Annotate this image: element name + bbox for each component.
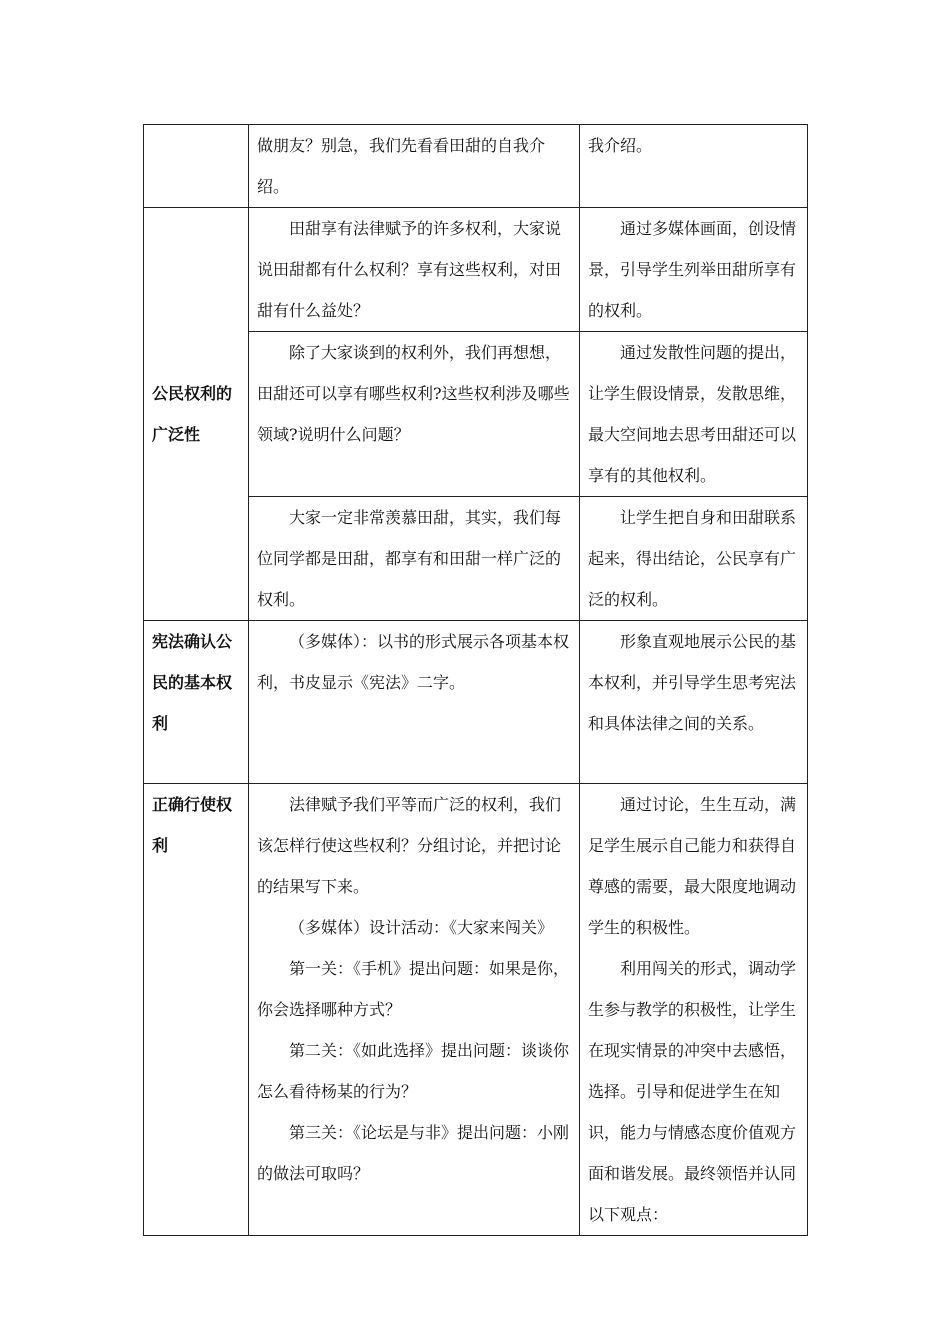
content-paragraph: 第一关：《手机》提出问题：如果是你，你会选择哪种方式？ <box>257 959 570 1019</box>
topic-cell: 公民权利的广泛性 <box>144 208 249 621</box>
intent-cell <box>580 208 808 332</box>
content-paragraph: （多媒体）：以书的形式展示各项基本权利，书皮显示《宪法》二字。 <box>257 632 570 692</box>
topic-cell: 正确行使权利 <box>144 784 249 1236</box>
intent-cell <box>580 621 808 784</box>
content-cell <box>249 621 580 784</box>
content-paragraph: 做朋友？别急，我们先看看田甜的自我介绍。 <box>257 136 546 196</box>
content-paragraph: （多媒体）设计活动：《大家来闯关》 <box>289 918 554 937</box>
content-paragraph: 大家一定非常羡慕田甜，其实，我们每位同学都是田甜，都享有和田甜一样广泛的权利。 <box>257 508 562 609</box>
content-paragraph: 第二关：《如此选择》提出问题：谈谈你怎么看待杨某的行为？ <box>257 1041 570 1101</box>
content-paragraph: 田甜享有法律赋予的许多权利，大家说说田甜都有什么权利？享有这些权利，对田甜有什么益处？ <box>257 219 562 320</box>
content-paragraph: 除了大家谈到的权利外，我们再想想，田甜还可以享有哪些权利?这些权利涉及哪些领域?说明什么问题？ <box>257 343 570 444</box>
topic-cell: 宪法确认公民的基本权利 <box>144 621 249 784</box>
intent-paragraph: 形象直观地展示公民的基本权利，并引导学生思考宪法和具体法律之间的关系。 <box>588 632 797 733</box>
intent-paragraph: 通过讨论，生生互动，满足学生展示自己能力和获得自尊感的需要，最大限度地调动学生的积极性。 <box>588 795 797 937</box>
intent-cell <box>580 497 808 621</box>
table-row <box>144 125 808 208</box>
content-cell <box>249 332 580 497</box>
intent-cell <box>580 784 808 1236</box>
table-row <box>144 784 808 1236</box>
intent-paragraph: 我介绍。 <box>588 136 653 155</box>
intent-cell <box>580 125 808 208</box>
lesson-plan-table <box>143 124 808 1236</box>
content-cell <box>249 208 580 332</box>
intent-paragraph: 让学生把自身和田甜联系起来，得出结论，公民享有广泛的权利。 <box>588 508 797 609</box>
content-paragraph: 法律赋予我们平等而广泛的权利，我们该怎样行使这些权利？分组讨论，并把讨论的结果写下来。 <box>257 795 562 896</box>
content-paragraph: 第三关：《论坛是与非》提出问题：小刚的做法可取吗？ <box>257 1123 570 1183</box>
intent-paragraph: 通过多媒体画面，创设情景，引导学生列举田甜所享有的权利。 <box>588 219 797 320</box>
topic-cell-empty <box>144 125 249 208</box>
table-row <box>144 208 808 332</box>
intent-paragraph: 通过发散性问题的提出，让学生假设情景，发散思维，最大空间地去思考田甜还可以享有的其他权利。 <box>588 343 797 485</box>
content-cell <box>249 125 580 208</box>
content-cell <box>249 784 580 1236</box>
intent-cell <box>580 332 808 497</box>
table-row <box>144 621 808 784</box>
intent-paragraph: 利用闯关的形式，调动学生参与教学的积极性，让学生在现实情景的冲突中去感悟，选择。引导和促进学生在知识，能力与情感态度价值观方面和谐发展。最终领悟并认同以下观点： <box>588 959 797 1224</box>
content-cell <box>249 497 580 621</box>
